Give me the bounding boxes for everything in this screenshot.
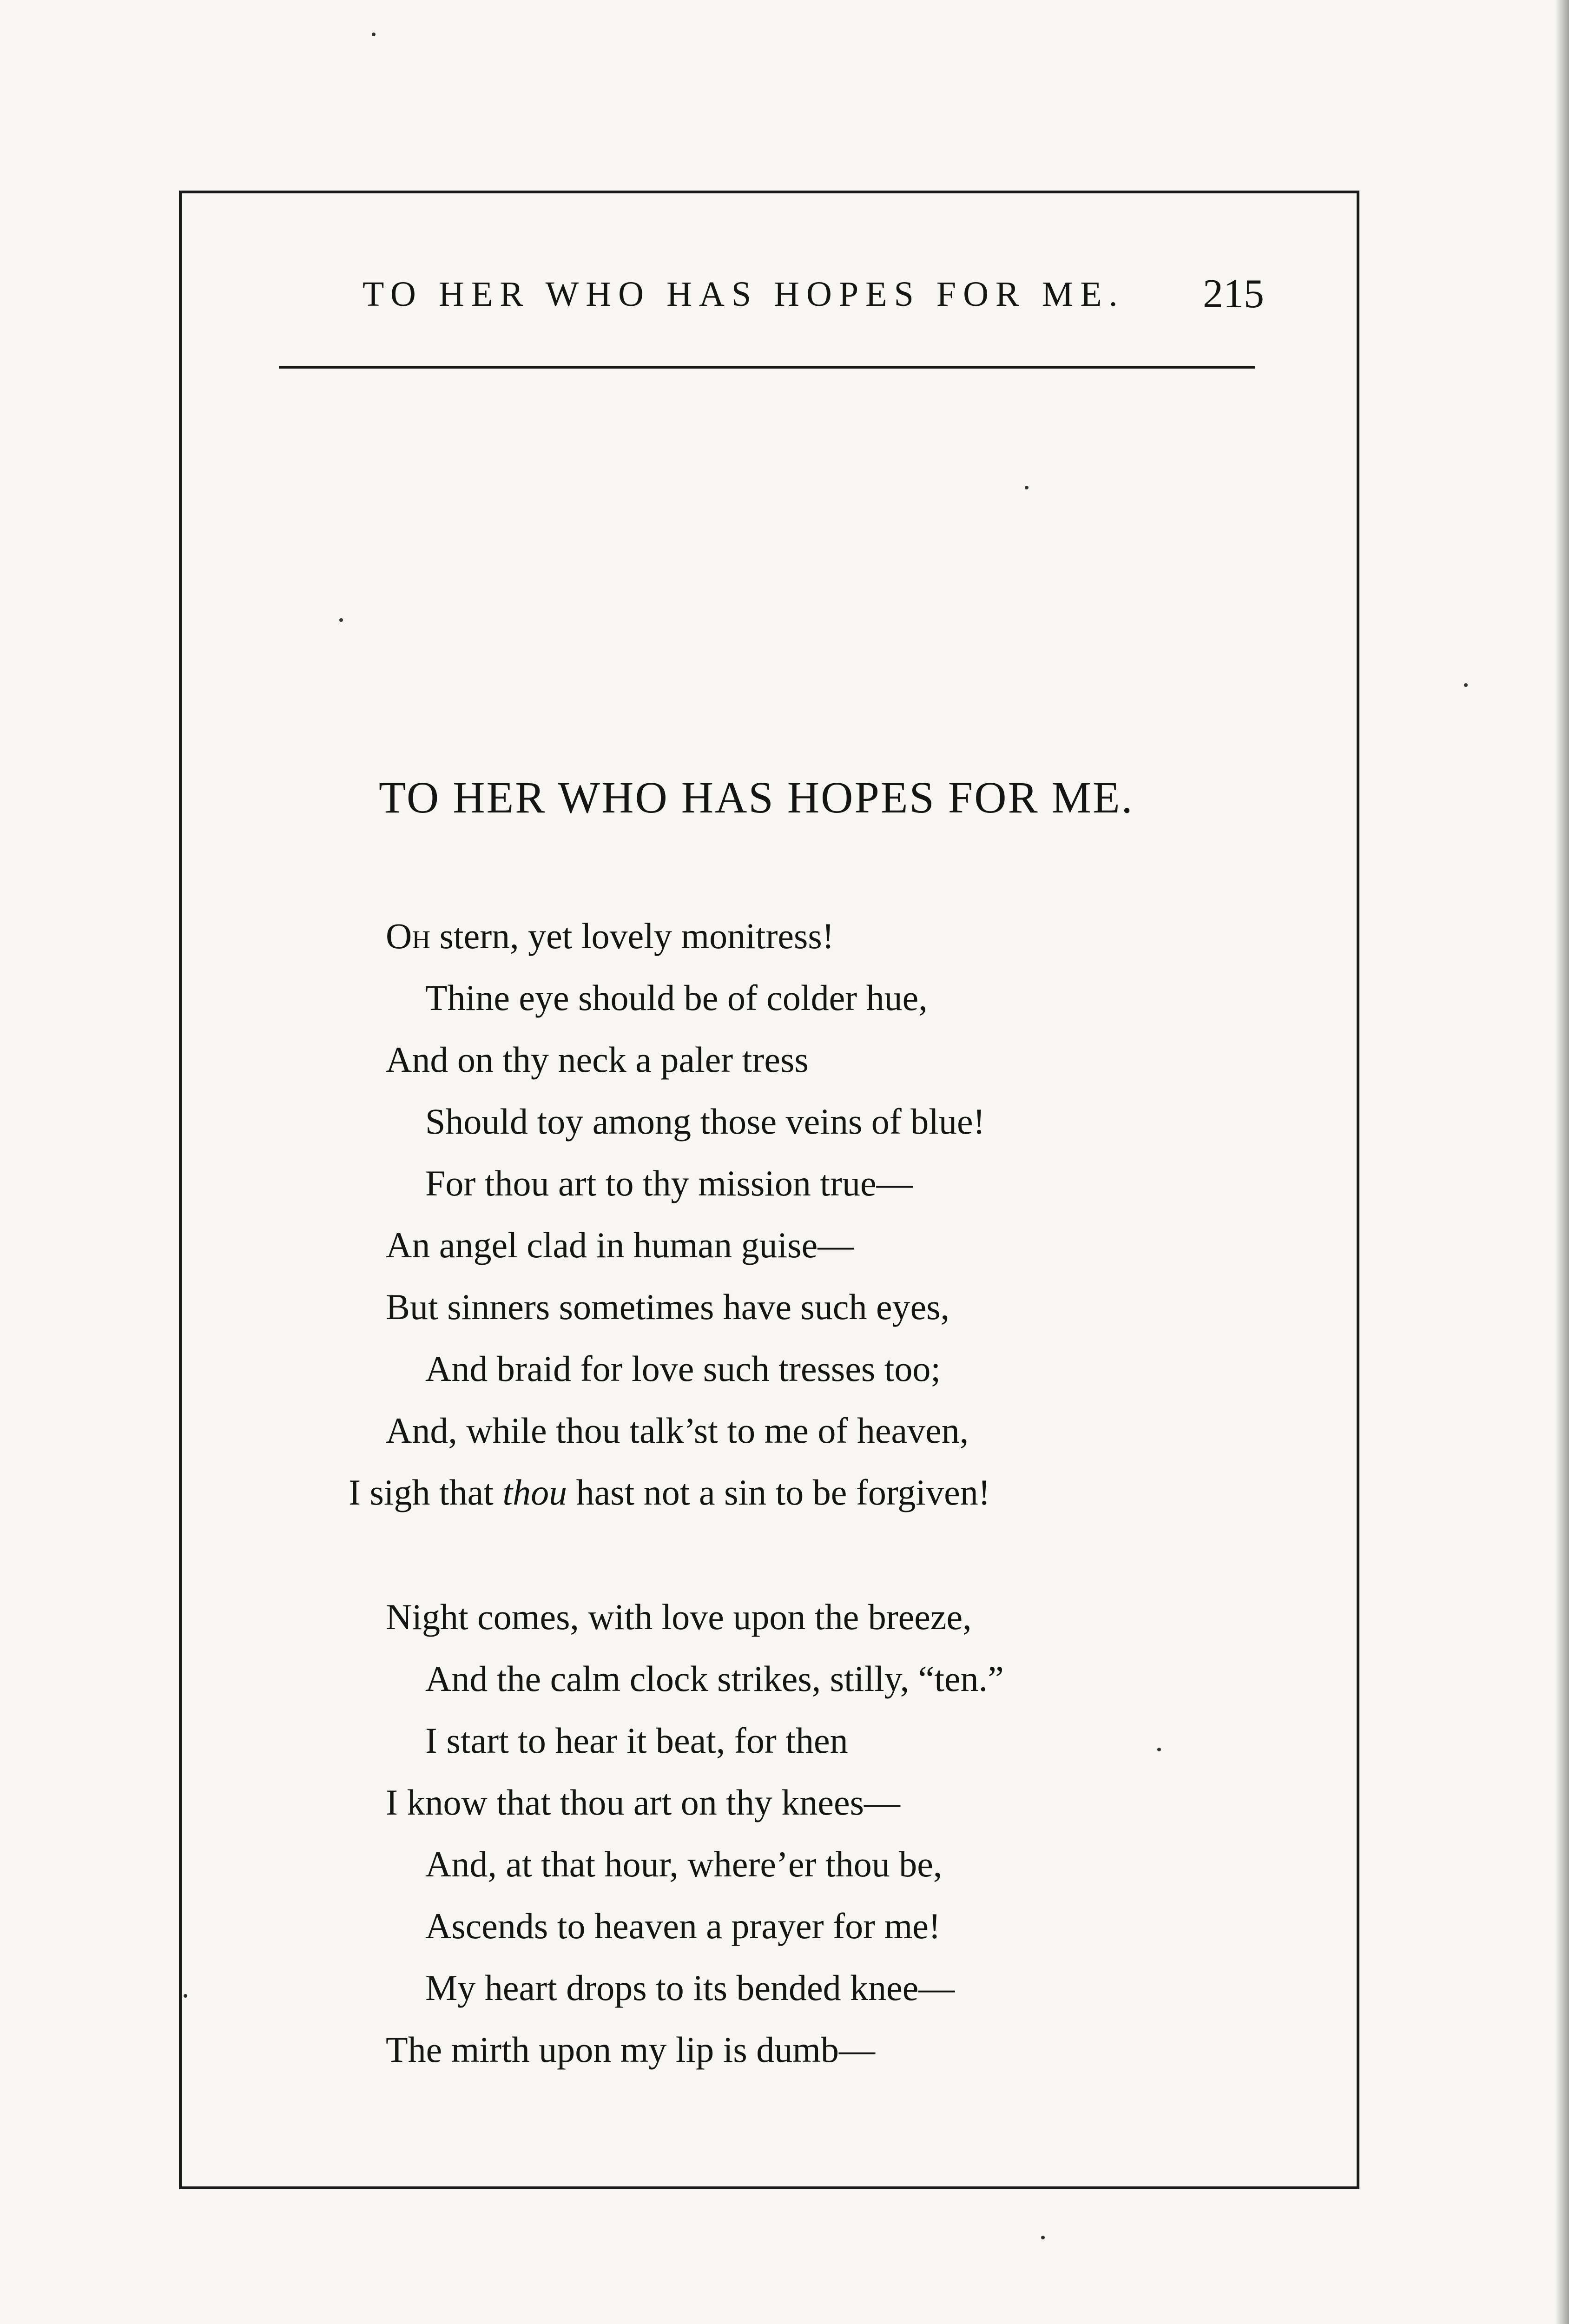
poem-line: The mirth upon my lip is dumb— (386, 2029, 875, 2070)
poem-line: And the calm clock strikes, stilly, “ten.” (425, 1658, 1004, 1699)
scan-speck (1025, 486, 1028, 489)
line-text: stern, yet lovely monitress! (430, 916, 834, 956)
emphasized-word: thou (502, 1472, 567, 1512)
poem-line: I know that thou art on thy knees— (386, 1782, 900, 1822)
poem-line: I start to hear it beat, for then (425, 1720, 848, 1761)
poem-line: But sinners sometimes have such eyes, (386, 1287, 950, 1327)
scan-speck (1157, 1748, 1161, 1751)
poem-line: Night comes, with love upon the breeze, (386, 1597, 972, 1637)
poem-line: And, while thou talk’st to me of heaven, (386, 1410, 969, 1451)
line-text: hast not a sin to be forgiven! (567, 1472, 990, 1512)
poem-line: An angel clad in human guise— (386, 1225, 854, 1265)
page-edge-shadow (1555, 0, 1569, 2324)
poem-line: For thou art to thy mission true— (425, 1163, 913, 1203)
page-number: 215 (1203, 271, 1264, 317)
poem-line: And on thy neck a paler tress (386, 1039, 809, 1080)
poem-line: Should toy among those veins of blue! (425, 1101, 985, 1142)
poem-line: My heart drops to its bended knee— (425, 1967, 955, 2008)
scan-speck (184, 1994, 187, 1998)
poem-line: Ascends to heaven a prayer for me! (425, 1906, 941, 1946)
running-head (363, 271, 1264, 325)
drop-word: Oh (386, 916, 431, 956)
scan-speck (1041, 2236, 1045, 2239)
poem-line: And braid for love such tresses too; (425, 1348, 941, 1389)
poem-line: And, at that hour, where’er thou be, (425, 1844, 943, 1884)
poem-line (386, 918, 834, 954)
running-head-title: TO HER WHO HAS HOPES FOR ME. (363, 275, 1125, 314)
header-rule (279, 366, 1255, 369)
poem-title: TO HER WHO HAS HOPES FOR ME. (379, 772, 1134, 822)
poem-line (349, 1474, 990, 1511)
scan-speck (339, 618, 343, 622)
poem-line: Thine eye should be of colder hue, (425, 977, 928, 1018)
scan-speck (372, 33, 376, 36)
scan-speck (1464, 683, 1468, 687)
line-text: I sigh that (349, 1472, 503, 1512)
